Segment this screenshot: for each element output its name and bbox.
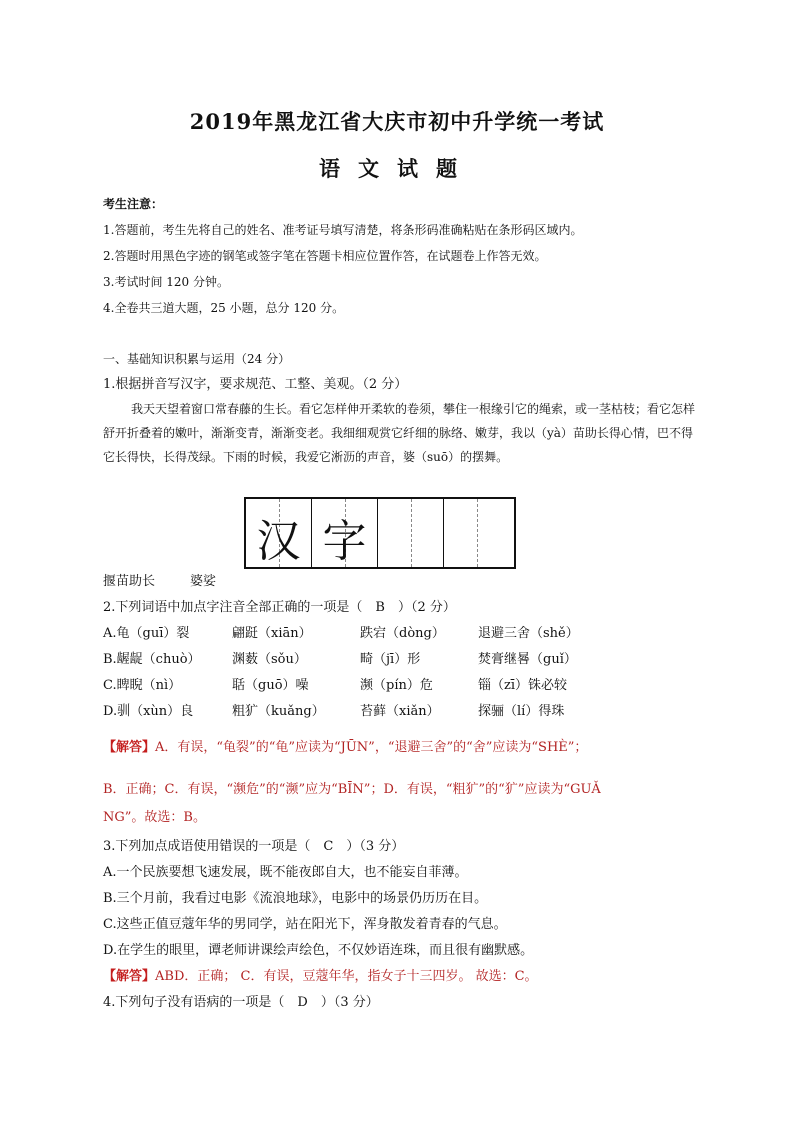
question-1-passage: 我天天望着窗口常春藤的生长。看它怎样伸开柔软的卷须，攀住一根缘引它的绳索，或一茎枯枝；看它怎样舒开折叠着的嫩叶，渐渐变青，渐渐变老。我细细观赏它纤细的脉络、嫩芽，我以（yà）苗助长得心情，巴不得它长得快，长得茂绿。下雨的时候，我爱它淅沥的声音，婆（suō）的摆舞。 <box>103 402 696 464</box>
grid-cell <box>246 499 312 567</box>
option-cell: 焚膏继晷（guǐ） <box>478 652 577 667</box>
grid-char: 汉 <box>256 516 301 567</box>
answer-tag: 【解答】 <box>103 740 156 755</box>
exam-title: 2019年黑龙江省大庆市初中升学统一考试 <box>189 109 605 134</box>
option-cell: C.睥睨（nì） <box>103 678 182 693</box>
question-1-answer-b: 婆娑 <box>190 574 217 589</box>
grid-cell <box>378 499 444 567</box>
notice-item: 3.考试时间 120 分钟。 <box>103 275 229 289</box>
option-cell: 翩跹（xiān） <box>232 626 312 641</box>
option-cell: 跌宕（dòng） <box>360 626 445 641</box>
option-cell: 锱（zī）铢必较 <box>478 678 568 693</box>
question-1-stem: 1.根据拼音写汉字，要求规范、工整、美观。（2 分） <box>103 377 408 392</box>
option-line: A.一个民族要想飞速发展，既不能夜郎自大，也不能妄自菲薄。 <box>103 865 468 880</box>
writing-grid <box>244 497 516 569</box>
option-cell: 畸（jī）形 <box>360 652 421 667</box>
option-line: B.三个月前，我看过电影《流浪地球》，电影中的场景仍历历在目。 <box>103 891 488 906</box>
option-line: D.在学生的眼里，谭老师讲课绘声绘色，不仅妙语连珠，而且很有幽默感。 <box>103 943 534 958</box>
option-cell: A.龟（guī）裂 <box>103 626 190 641</box>
question-3-stem: 3.下列加点成语使用错误的一项是（ C ）（3 分） <box>103 839 405 854</box>
question-4-stem: 4.下列句子没有语病的一项是（ D ）（3 分） <box>103 995 379 1010</box>
question-1-answer-a: 揠苗助长 <box>103 574 156 589</box>
option-cell: 粗犷（kuǎng） <box>232 704 325 719</box>
option-cell: 濒（pín）危 <box>360 678 433 693</box>
question-2-stem: 2.下列词语中加点字注音全部正确的一项是（ B ）（2 分） <box>103 600 456 615</box>
answer-tag: 【解答】 <box>103 969 156 984</box>
notice-item: 1.答题前，考生先将自己的姓名、准考证号填写清楚，将条形码准确粘贴在条形码区域内。 <box>103 223 583 237</box>
option-cell: 聒（guō）噪 <box>232 678 309 693</box>
option-line: C.这些正值豆蔻年华的男同学，站在阳光下，浑身散发着青春的气息。 <box>103 917 507 932</box>
option-cell: 渊薮（sǒu） <box>232 652 307 667</box>
option-cell: 探骊（lí）得珠 <box>478 704 565 719</box>
answer-text: A．有误，“龟裂”的“龟”应读为“JŪN”，“退避三舍”的“舍”应读为“SHÈ”； <box>155 740 588 755</box>
notice-item: 4.全卷共三道大题，25 小题，总分 120 分。 <box>103 301 345 315</box>
answer-text: NG”。故选：B。 <box>103 810 206 825</box>
grid-cell <box>444 499 510 567</box>
grid-char: 字 <box>322 516 367 567</box>
option-cell: 退避三舍（shě） <box>478 626 579 641</box>
option-cell: B.龌龊（chuò） <box>103 652 201 667</box>
answer-text: B．正确；C．有误，“濒危”的“濒”应为“BĪN”；D．有误，“粗犷”的“犷”应读为“GUǍ <box>103 782 601 797</box>
question-2-answer <box>103 736 587 755</box>
notice-heading: 考生注意： <box>103 197 164 211</box>
question-3-answer <box>103 965 538 984</box>
section-heading: 一、基础知识积累与运用（24 分） <box>103 352 291 366</box>
answer-text: ABD．正确； C．有误，豆蔻年华，指女子十三四岁。 故选：C。 <box>155 969 538 984</box>
grid-cell <box>312 499 378 567</box>
exam-subtitle: 语文试题 <box>319 156 475 181</box>
option-cell: D.驯（xùn）良 <box>103 704 194 719</box>
notice-item: 2.答题时用黑色字迹的钢笔或签字笔在答题卡相应位置作答，在试题卷上作答无效。 <box>103 249 547 263</box>
option-cell: 苔藓（xiǎn） <box>360 704 440 719</box>
